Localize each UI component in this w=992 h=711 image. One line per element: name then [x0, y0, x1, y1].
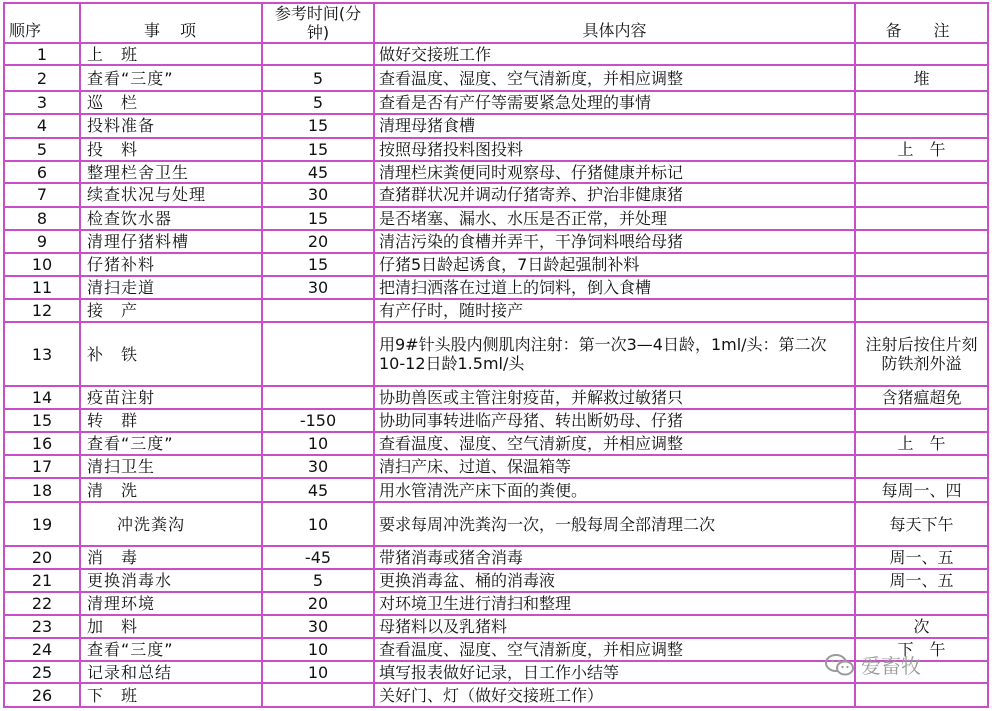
table-row — [4, 502, 988, 547]
row-item: 加 料 — [80, 615, 262, 637]
table-row — [4, 65, 988, 90]
header-row — [4, 3, 988, 43]
row-note — [855, 183, 988, 206]
row-note: 上 午 — [855, 138, 988, 161]
row-note: 周一、五 — [855, 546, 988, 568]
row-content: 仔猪5日龄起诱食，7日龄起强制补料 — [374, 253, 855, 275]
row-time: 20 — [262, 230, 374, 253]
work-schedule-table — [3, 2, 989, 708]
table-row — [4, 91, 988, 114]
row-content: 是否堵塞、漏水、水压是否正常，并处理 — [374, 207, 855, 230]
row-content: 做好交接班工作 — [374, 43, 855, 65]
table-row — [4, 386, 988, 409]
row-time: 45 — [262, 161, 374, 183]
row-no: 4 — [4, 114, 80, 137]
row-note — [855, 661, 988, 683]
row-item: 更换消毒水 — [80, 569, 262, 592]
row-item: 上 班 — [80, 43, 262, 65]
row-note — [855, 161, 988, 183]
row-note: 次 — [855, 615, 988, 637]
row-content: 要求每周冲洗粪沟一次，一般每周全部清理二次 — [374, 502, 855, 547]
row-time: 15 — [262, 253, 374, 275]
row-content: 按照母猪投料图投料 — [374, 138, 855, 161]
row-item: 仔猪补料 — [80, 253, 262, 275]
row-content: 母猪料以及乳猪料 — [374, 615, 855, 637]
row-time — [262, 299, 374, 322]
table-row — [4, 661, 988, 683]
row-item: 投 料 — [80, 138, 262, 161]
row-time — [262, 43, 374, 65]
row-content: 清扫产床、过道、保温箱等 — [374, 455, 855, 478]
row-item: 检查饮水器 — [80, 207, 262, 230]
row-note — [855, 276, 988, 299]
row-note: 每周一、四 — [855, 478, 988, 501]
table-row — [4, 546, 988, 568]
row-no: 22 — [4, 592, 80, 615]
row-no: 8 — [4, 207, 80, 230]
header-item: 事 项 — [80, 3, 262, 43]
row-no: 23 — [4, 615, 80, 637]
row-content: 更换消毒盆、桶的消毒液 — [374, 569, 855, 592]
row-no: 15 — [4, 409, 80, 431]
row-time: 5 — [262, 65, 374, 90]
row-content: 查看温度、湿度、空气清新度，并相应调整 — [374, 638, 855, 661]
row-no: 6 — [4, 161, 80, 183]
row-content: 协助兽医或主管注射疫苗，并解救过敏猪只 — [374, 386, 855, 409]
row-time: 30 — [262, 455, 374, 478]
row-item: 下 班 — [80, 683, 262, 707]
row-no: 19 — [4, 502, 80, 547]
table-row — [4, 638, 988, 661]
header-note: 备 注 — [855, 3, 988, 43]
row-item: 整理栏舍卫生 — [80, 161, 262, 183]
row-time: 45 — [262, 478, 374, 501]
row-item: 冲洗粪沟 — [80, 502, 262, 547]
row-note — [855, 230, 988, 253]
row-no: 18 — [4, 478, 80, 501]
row-note — [855, 253, 988, 275]
table-row — [4, 569, 988, 592]
row-time: 10 — [262, 638, 374, 661]
row-item: 清理环境 — [80, 592, 262, 615]
row-no: 7 — [4, 183, 80, 206]
row-item: 记录和总结 — [80, 661, 262, 683]
row-item: 接 产 — [80, 299, 262, 322]
header-time-text: 参考时间(分钟) — [274, 4, 362, 42]
row-no: 9 — [4, 230, 80, 253]
row-no: 2 — [4, 65, 80, 90]
table-row — [4, 276, 988, 299]
row-item: 查看“三度” — [80, 638, 262, 661]
table-row — [4, 409, 988, 431]
row-content: 把清扫洒落在过道上的饲料，倒入食槽 — [374, 276, 855, 299]
row-content: 有产仔时，随时接产 — [374, 299, 855, 322]
row-note — [855, 592, 988, 615]
row-time: -45 — [262, 546, 374, 568]
row-note: 上 午 — [855, 432, 988, 455]
row-time — [262, 322, 374, 386]
row-item: 续查状况与处理 — [80, 183, 262, 206]
row-no: 11 — [4, 276, 80, 299]
row-time: 15 — [262, 138, 374, 161]
table-row — [4, 43, 988, 65]
row-item: 疫苗注射 — [80, 386, 262, 409]
table-row — [4, 138, 988, 161]
row-no: 1 — [4, 43, 80, 65]
row-note — [855, 207, 988, 230]
row-no: 3 — [4, 91, 80, 114]
row-time: 10 — [262, 502, 374, 547]
row-content: 查看温度、湿度、空气清新度，并相应调整 — [374, 432, 855, 455]
row-time: -150 — [262, 409, 374, 431]
row-item: 清 洗 — [80, 478, 262, 501]
row-content: 填写报表做好记录，日工作小结等 — [374, 661, 855, 683]
row-no: 5 — [4, 138, 80, 161]
row-time: 15 — [262, 207, 374, 230]
row-note: 下 午 — [855, 638, 988, 661]
row-content: 清理栏床粪便同时观察母、仔猪健康并标记 — [374, 161, 855, 183]
row-note — [855, 43, 988, 65]
row-item: 补 铁 — [80, 322, 262, 386]
row-content: 协助同事转进临产母猪、转出断奶母、仔猪 — [374, 409, 855, 431]
table-row — [4, 207, 988, 230]
row-time — [262, 386, 374, 409]
row-item: 清扫走道 — [80, 276, 262, 299]
table-row — [4, 478, 988, 501]
row-time: 30 — [262, 276, 374, 299]
row-item: 投料准备 — [80, 114, 262, 137]
row-no: 25 — [4, 661, 80, 683]
row-item: 清扫卫生 — [80, 455, 262, 478]
row-item: 查看“三度” — [80, 432, 262, 455]
row-content: 对环境卫生进行清扫和整理 — [374, 592, 855, 615]
row-note — [855, 299, 988, 322]
row-no: 14 — [4, 386, 80, 409]
table-row — [4, 432, 988, 455]
header-no: 顺序 — [4, 3, 80, 43]
row-time: 15 — [262, 114, 374, 137]
row-time: 5 — [262, 569, 374, 592]
row-item: 消 毒 — [80, 546, 262, 568]
row-no: 26 — [4, 683, 80, 707]
row-note — [855, 455, 988, 478]
row-content: 用水管清洗产床下面的粪便。 — [374, 478, 855, 501]
watermark-text: 爱畜牧 — [861, 654, 921, 678]
row-time: 10 — [262, 661, 374, 683]
row-item: 转 群 — [80, 409, 262, 431]
row-time: 5 — [262, 91, 374, 114]
table-row — [4, 683, 988, 707]
table-row — [4, 592, 988, 615]
row-no: 24 — [4, 638, 80, 661]
row-item: 清理仔猪料槽 — [80, 230, 262, 253]
row-note: 含猪瘟超免 — [855, 386, 988, 409]
row-no: 20 — [4, 546, 80, 568]
row-content: 查看温度、湿度、空气清新度，并相应调整 — [374, 65, 855, 90]
row-note — [855, 114, 988, 137]
table-row — [4, 253, 988, 275]
table-row — [4, 615, 988, 637]
row-note: 堆 — [855, 65, 988, 90]
row-time: 10 — [262, 432, 374, 455]
row-content: 带猪消毒或猪舍消毒 — [374, 546, 855, 568]
row-content: 关好门、灯（做好交接班工作） — [374, 683, 855, 707]
row-no: 21 — [4, 569, 80, 592]
row-time: 30 — [262, 183, 374, 206]
row-time — [262, 683, 374, 707]
row-no: 10 — [4, 253, 80, 275]
row-note — [855, 683, 988, 707]
table-row — [4, 114, 988, 137]
header-time — [262, 3, 374, 43]
row-no: 17 — [4, 455, 80, 478]
row-content: 清洁污染的食槽并弄干，干净饲料喂给母猪 — [374, 230, 855, 253]
table-row — [4, 455, 988, 478]
table-row — [4, 322, 988, 386]
header-content: 具体内容 — [374, 3, 855, 43]
row-note: 周一、五 — [855, 569, 988, 592]
table-row — [4, 183, 988, 206]
row-time: 20 — [262, 592, 374, 615]
row-time: 30 — [262, 615, 374, 637]
row-note: 每天下午 — [855, 502, 988, 547]
row-note — [855, 91, 988, 114]
row-content: 查看是否有产仔等需要紧急处理的事情 — [374, 91, 855, 114]
row-item: 查看“三度” — [80, 65, 262, 90]
row-content: 清理母猪食槽 — [374, 114, 855, 137]
row-no: 12 — [4, 299, 80, 322]
row-content: 查猪群状况并调动仔猪寄养、护治非健康猪 — [374, 183, 855, 206]
row-no: 16 — [4, 432, 80, 455]
row-no: 13 — [4, 322, 80, 386]
row-item: 巡 栏 — [80, 91, 262, 114]
table-row — [4, 161, 988, 183]
row-note: 注射后按住片刻防铁剂外溢 — [855, 322, 988, 386]
row-note — [855, 409, 988, 431]
table-row — [4, 230, 988, 253]
table-row — [4, 299, 988, 322]
row-content: 用9#针头股内侧肌肉注射：第一次3—4日龄，1ml/头：第二次10-12日龄1.5ml/头 — [374, 322, 855, 386]
